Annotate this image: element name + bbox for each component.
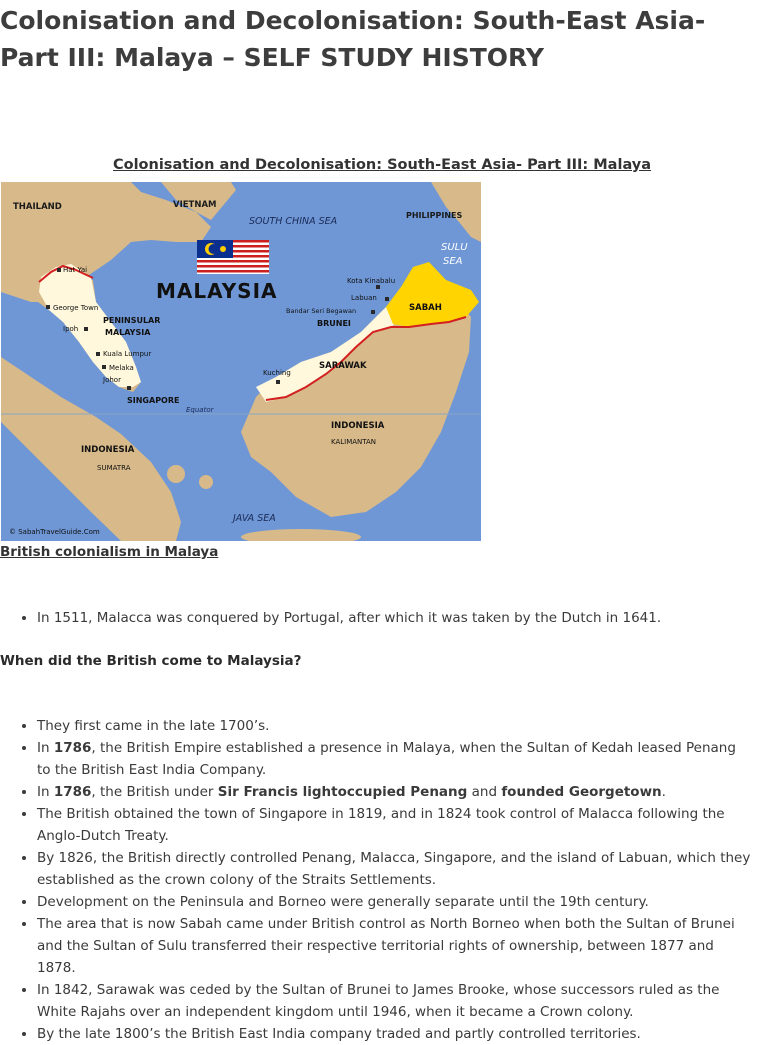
figure-title: Colonisation and Decolonisation: South-East Asia- Part III: Malaya [112,157,652,173]
label-kuala-lumpur: Kuala Lumpur [103,350,152,358]
label-vietnam: VIETNAM [173,200,217,210]
belitung-island [199,475,213,489]
label-peninsular-2: MALAYSIA [105,328,151,337]
label-equator: Equator [186,406,214,414]
label-ipoh: Ipoh [63,325,79,333]
malaysia-map [1,182,481,541]
year-highlight: 1786 [53,784,92,800]
label-sulu-sea-2: SEA [443,256,463,267]
malaysia-flag [197,240,269,274]
label-south-china-sea: SOUTH CHINA SEA [249,216,338,227]
map-credit: © SabahTravelGuide.Com [9,528,100,536]
label-peninsular-1: PENINSULAR [103,316,161,325]
item-text: . [661,784,666,800]
list-item: • Development on the Peninsula and Borneo were generally separate until the 19th century. [37,891,753,913]
label-thailand: THAILAND [13,202,62,212]
label-singapore: SINGAPORE [127,396,180,405]
bullet-list-british [0,715,753,1045]
label-sabah: SABAH [409,303,442,313]
item-text: and [467,784,502,800]
event-highlight: founded Georgetown [501,784,662,800]
question-heading: When did the British come to Malaysia? [0,653,302,669]
label-kuching: Kuching [263,369,291,377]
list-item: • They first came in the late 1700’s. [37,715,753,737]
list-item: • By 1826, the British directly controlled Penang, Malacca, Singapore, and the island of Labuan, which they established as the crown colony of the Straits Settlements. [37,847,753,891]
label-brunei: BRUNEI [317,319,351,328]
item-text: , the British Empire established a presence in Malaya, when the Sultan of Kedah leased Penang to the British East India Company. [37,740,736,778]
section-heading: British colonialism in Malaya [0,544,219,560]
label-melaka: Melaka [109,364,134,372]
list-item: • The area that is now Sabah came under British control as North Borneo when both the Sultan of Brunei and the Sultan of Sulu transferred their respective territorial rights of ownership, between 1877 and 1878. [37,913,753,979]
label-indonesia-kalimantan-1: INDONESIA [331,421,385,431]
list-item: • The British obtained the town of Singapore in 1819, and in 1824 took control of Malacca following the Anglo-Dutch Treaty. [37,803,753,847]
label-george-town: George Town [53,304,99,312]
label-indonesia-sumatra-2: SUMATRA [97,464,131,472]
list-item: • In 1511, Malacca was conquered by Portugal, after which it was taken by the Dutch in 1641. [37,607,753,629]
name-highlight: Sir Francis lightoccupied Penang [217,784,468,800]
label-bandar-seri-begawan: Bandar Seri Begawan [286,307,357,315]
label-labuan: Labuan [351,294,377,302]
label-sulu-sea-1: SULU [441,242,468,253]
label-sarawak: SARAWAK [319,361,367,371]
list-item: • By the late 1800’s the British East India company traded and partly controlled territories. [37,1023,753,1045]
year-highlight: 1786 [53,740,92,756]
label-indonesia-kalimantan-2: KALIMANTAN [331,438,377,446]
label-hat-yai: Hat Yai [63,266,88,274]
label-java-sea: JAVA SEA [233,513,276,524]
in-word: In [37,740,50,756]
bullet-list-portugal [0,607,753,629]
label-johor: Johor [103,376,121,384]
label-philippines: PHILIPPINES [406,211,463,220]
label-kota-kinabalu: Kota Kinabalu [347,277,396,285]
list-item [37,781,753,803]
in-word: In [37,784,50,800]
label-indonesia-sumatra-1: INDONESIA [81,445,135,455]
label-malaysia: MALAYSIA [156,279,278,303]
list-item [37,737,753,781]
item-text: , the British under [91,784,218,800]
list-item: • In 1842, Sarawak was ceded by the Sultan of Brunei to James Brooke, whose successors ruled as the White Rajahs over an independent kingdom until 1946, when it became a Crown colony. [37,979,753,1023]
bangka-island [167,465,185,483]
page-title: Colonisation and Decolonisation: South-East Asia- Part III: Malaya – SELF STUDY HISTORY [0,6,706,72]
